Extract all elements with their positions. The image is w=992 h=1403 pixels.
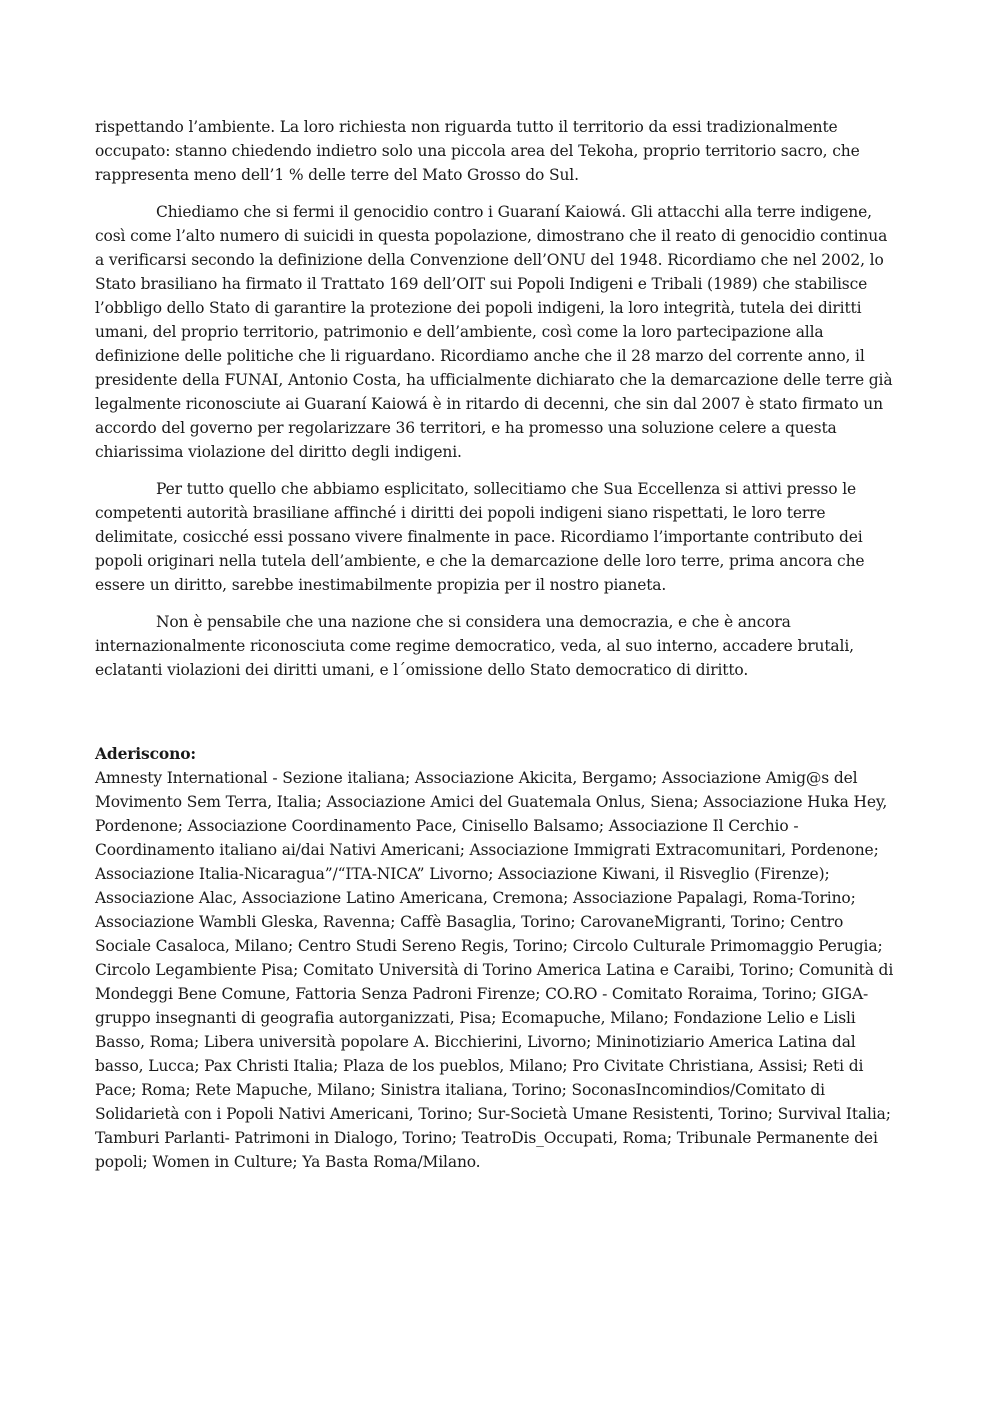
signers-list: Amnesty International - Sezione italiana; Associazione Akicita, Bergamo; Associazione Amig@s del Movimento Sem Terra, Italia; Associazione Amici del Guatemala Onlus, Siena; Associazione Huka Hey, Pordenone; Associazione Coordinamento Pace, Cinisello Balsamo; Associazione Il Cerchio - Coordinamento italiano ai/dai Nativi Americani; Associazione Immigrati Extracomunitari, Pordenone; Associazione Italia-Nicaragua”/“ITA-NICA” Livorno; Associazione Kiwani, il Risveglio (Firenze); Associazione Alac, Associazione Latino Americana, Cremona; Associazione Papalagi, Roma-Torino; Associazione Wambli Gleska, Ravenna; Caffè Basaglia, Torino; CarovaneMigranti, Torino; Centro Sociale Casaloca, Milano; Centro Studi Sereno Regis, Torino; Circolo Culturale Primomaggio Perugia; Circolo Legambiente Pisa; Comitato Università di Torino America Latina e Caraibi, Torino; Comunità di Mondeggi Bene Comune, Fattoria Senza Padroni Firenze; CO.RO - Comitato Roraima, Torino; GIGA- gruppo insegnanti di geografia autorganizzati, Pisa; Ecomapuche, Milano; Fondazione Lelio e Lisli Basso, Roma; Libera università popolare A. Bicchierini, Livorno; Mininotiziario America Latina dal basso, Lucca; Pax Christi Italia; Plaza de los pueblos, Milano; Pro Civitate Christiana, Assisi; Reti di Pace; Roma; Rete Mapuche, Milano; Sinistra italiana, Torino; SoconasIncomindios/Comitato di Solidarietà con i Popoli Nativi Americani, Torino; Sur-Società Umane Resistenti, Torino; Survival Italia; Tamburi Parlanti- Patrimoni in Dialogo, Torino; TeatroDis_Occupati, Roma; Tribunale Permanente dei popoli; Women in Culture; Ya Basta Roma/Milano.: [95, 769, 894, 1171]
paragraph-intro: rispettando l’ambiente. La loro richiesta non riguarda tutto il territorio da essi tradizionalmente occupato: stanno chiedendo indietro solo una piccola area del Tekoha, proprio territorio sacro, che rappresenta meno dell’1 % delle terre del Mato Grosso do Sul.: [95, 118, 860, 184]
document-page: [95, 115, 900, 1174]
signers-heading: Aderiscono:: [95, 744, 196, 763]
paragraph-appeal: Per tutto quello che abbiamo esplicitato, sollecitiamo che Sua Eccellenza si attivi presso le competenti autorità brasiliane affinché i diritti dei popoli indigeni siano rispettati, le loro terre delimitate, cosicché essi possano vivere finalmente in pace. Ricordiamo l’importante contributo dei popoli originari nella tutela dell’ambiente, e che la demarcazione delle loro terre, prima ancora che essere un diritto, sarebbe inestimabilmente propizia per il nostro pianeta.: [95, 480, 865, 594]
paragraph-democracy: Non è pensabile che una nazione che si considera una democrazia, e che è ancora internazionalmente riconosciuta come regime democratico, veda, al suo interno, accadere brutali, eclatanti violazioni dei diritti umani, e l´omissione dello Stato democratico di diritto.: [95, 613, 854, 679]
section-spacer: [95, 695, 900, 742]
paragraph-genocide: Chiediamo che si fermi il genocidio contro i Guaraní Kaiowá. Gli attacchi alla terre indigene, così come l’alto numero di suicidi in questa popolazione, dimostrano che il reato di genocidio continua a verificarsi secondo la definizione della Convenzione dell’ONU del 1948. Ricordiamo che nel 2002, lo Stato brasiliano ha firmato il Trattato 169 dell’OIT sui Popoli Indigeni e Tribali (1989) che stabilisce l’obbligo dello Stato di garantire la protezione dei popoli indigeni, la loro integrità, tutela dei diritti umani, del proprio territorio, patrimonio e dell’ambiente, così come la loro partecipazione alla definizione delle politiche che li riguardano. Ricordiamo anche che il 28 marzo del corrente anno, il presidente della FUNAI, Antonio Costa, ha ufficialmente dichiarato che la demarcazione delle terre già legalmente riconosciute ai Guaraní Kaiowá è in ritardo di decenni, che sin dal 2007 è stato firmato un accordo del governo per regolarizzare 36 territori, e ha promesso una soluzione celere a questa chiarissima violazione del diritto degli indigeni.: [95, 203, 893, 461]
